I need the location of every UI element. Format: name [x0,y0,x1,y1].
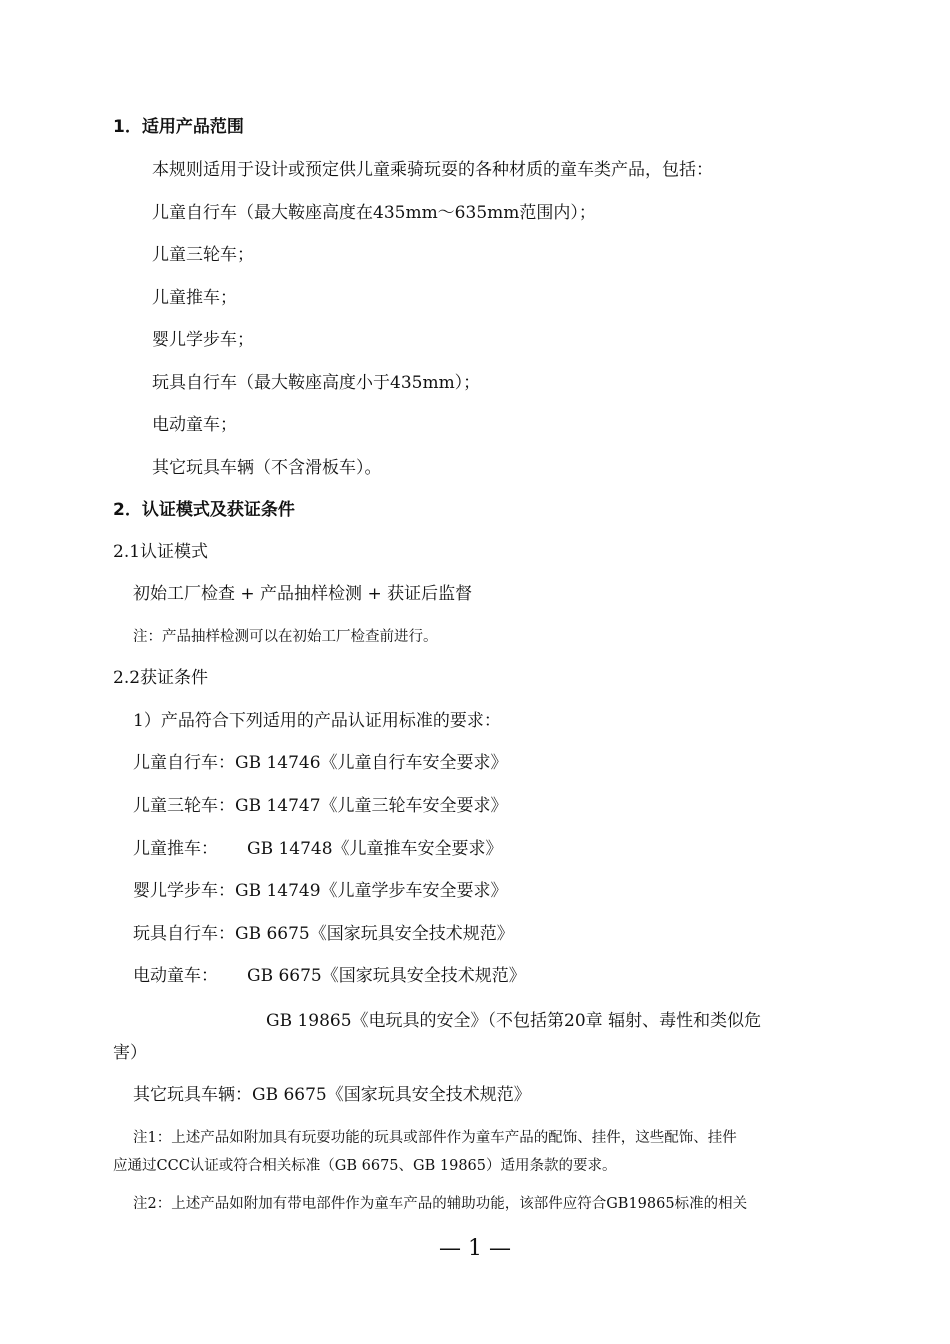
standard-name: GB 14748《儿童推车安全要求》 [247,839,503,859]
note-2: 注2：上述产品如附加有带电部件作为童车产品的辅助功能，该部件应符合GB19865标准的相关 [133,1196,748,1212]
subsection-2-2-title: 2.2获证条件 [113,668,209,688]
product-item-2: 儿童三轮车； [152,245,254,265]
product-item-3: 儿童推车； [152,288,237,308]
subsection-2-1-title: 2.1认证模式 [113,542,209,562]
section-2-heading: 2．认证模式及获证条件 [113,500,295,520]
standard-name: GB 6675《国家玩具安全技术规范》 [247,966,526,986]
note-1-continued: 应通过CCC认证或符合相关标准（GB 6675、GB 19865）适用条款的要求。 [113,1158,617,1174]
product-item-5: 玩具自行车（最大鞍座高度小于435mm）； [152,373,481,393]
standard-name: GB 6675《国家玩具安全技术规范》 [235,924,514,944]
standard-product: 婴儿学步车： [133,881,235,901]
note-1: 注1：上述产品如附加具有玩耍功能的玩具或部件作为童车产品的配饰、挂件，这些配饰、挂件 [133,1130,737,1146]
certification-mode-note: 注：产品抽样检测可以在初始工厂检查前进行。 [133,629,438,645]
standard-product: 儿童自行车： [133,753,235,773]
other-toy-vehicle-standard: 其它玩具车辆：GB 6675《国家玩具安全技术规范》 [133,1085,531,1105]
standard-row [133,880,508,902]
product-item-7: 其它玩具车辆（不含滑板车）。 [152,458,382,478]
standard-name: GB 14749《儿童学步车安全要求》 [235,881,508,901]
standard-row [133,752,508,774]
standard-product: 玩具自行车： [133,924,235,944]
requirement-intro: 1）产品符合下列适用的产品认证用标准的要求： [133,711,501,731]
electric-toy-standard-continued: 害） [113,1043,147,1063]
product-item-4: 婴儿学步车； [152,330,254,350]
certification-mode: 初始工厂检查 + 产品抽样检测 + 获证后监督 [133,584,473,604]
product-item-6: 电动童车； [152,415,237,435]
standard-name: GB 14747《儿童三轮车安全要求》 [235,796,508,816]
standard-row [133,965,526,987]
page-number: — 1 — [439,1236,511,1261]
standard-product: 儿童三轮车： [133,796,235,816]
standard-name: GB 14746《儿童自行车安全要求》 [235,753,508,773]
standard-row [133,795,508,817]
section-1-intro: 本规则适用于设计或预定供儿童乘骑玩耍的各种材质的童车类产品，包括： [152,160,713,180]
standard-row [133,923,514,945]
standard-product: 儿童推车： [133,839,218,859]
section-1-heading: 1．适用产品范围 [113,117,244,137]
electric-toy-standard: GB 19865《电玩具的安全》（不包括第20章 辐射、毒性和类似危 [266,1011,762,1031]
standard-row [133,838,503,860]
product-item-1: 儿童自行车（最大鞍座高度在435mm～635mm范围内）； [152,203,596,223]
standard-product: 电动童车： [133,966,218,986]
